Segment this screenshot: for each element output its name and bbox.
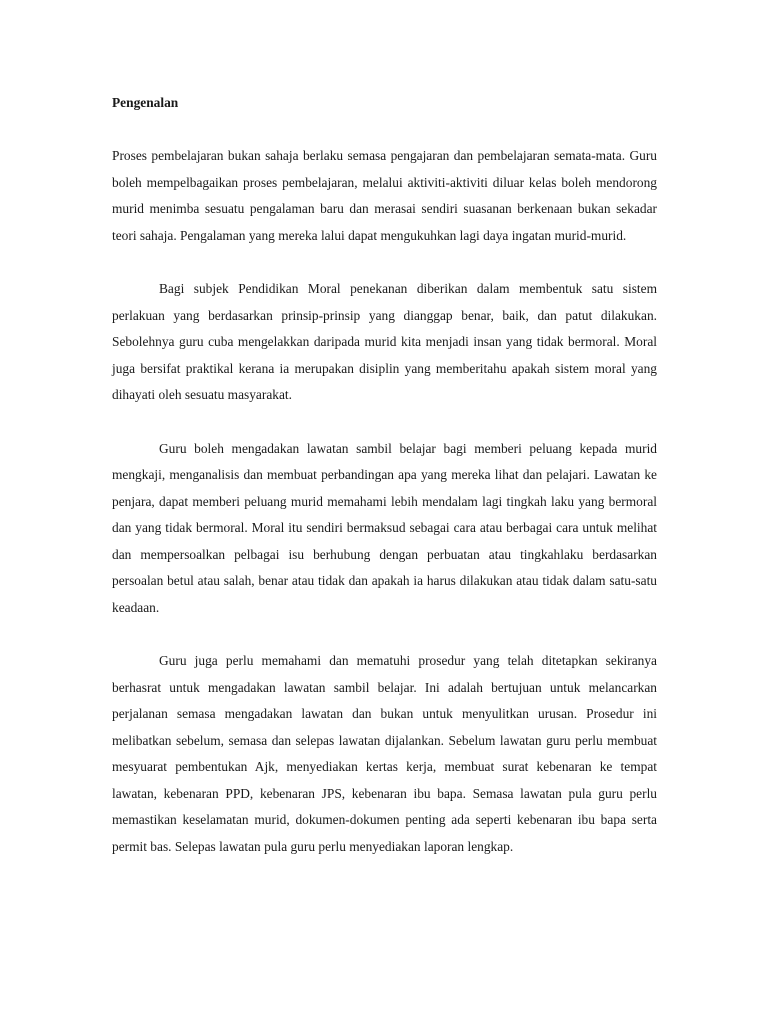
section-heading: Pengenalan: [112, 95, 179, 110]
paragraph-procedure: Guru juga perlu memahami dan mematuhi prosedur yang telah ditetapkan sekiranya berhasrat untuk mengadakan lawatan sambil belajar. Ini adalah bertujuan untuk melancarkan perjalanan semasa mengadakan lawatan dan bukan untuk menyulitkan urusan. Prosedur ini melibatkan sebelum, semasa dan selepas lawatan dijalankan. Sebelum lawatan guru perlu membuat mesyuarat pembentukan Ajk, menyediakan kertas kerja, membuat surat kebenaran ke tempat lawatan, kebenaran PPD, kebenaran JPS, kebenaran ibu bapa. Semasa lawatan pula guru perlu memastikan keselamatan murid, dokumen-dokumen penting ada seperti kebenaran ibu bapa serta permit bas. Selepas lawatan pula guru perlu menyediakan laporan lengkap.: [112, 653, 657, 854]
paragraph-field-trip: Guru boleh mengadakan lawatan sambil belajar bagi memberi peluang kepada murid mengkaji, menganalisis dan membuat perbandingan apa yang mereka lihat dan pelajari. Lawatan ke penjara, dapat memberi peluang murid memahami lebih mendalam lagi tingkah laku yang bermoral dan yang tidak bermoral. Moral itu sendiri bermaksud sebagai cara atau berbagai cara untuk melihat dan mempersoalkan pelbagai isu berhubung dengan perbuatan atau tingkahlaku berdasarkan persoalan betul atau salah, benar atau tidak dan apakah ia harus dilakukan atau tidak dalam satu-satu keadaan.: [112, 440, 657, 615]
paragraph-moral-subject: Bagi subjek Pendidikan Moral penekanan diberikan dalam membentuk satu sistem perlakuan yang berdasarkan prinsip-prinsip yang dianggap benar, baik, dan patut dilakukan. Sebolehnya guru cuba mengelakkan daripada murid kita menjadi insan yang tidak bermoral. Moral juga bersifat praktikal kerana ia merupakan disiplin yang memberitahu apakah sistem moral yang dihayati oleh sesuatu masyarakat.: [112, 281, 657, 402]
document-body: [112, 90, 657, 860]
paragraph-intro: Proses pembelajaran bukan sahaja berlaku semasa pengajaran dan pembelajaran semata-mata. Guru boleh mempelbagaikan proses pembelajaran, melalui aktiviti-aktiviti diluar kelas boleh mendorong murid menimba sesuatu pengalaman baru dan merasai sendiri suasanan berkenaan bukan sekadar teori sahaja. Pengalaman yang mereka lalui dapat mengukuhkan lagi daya ingatan murid-murid.: [112, 148, 657, 243]
